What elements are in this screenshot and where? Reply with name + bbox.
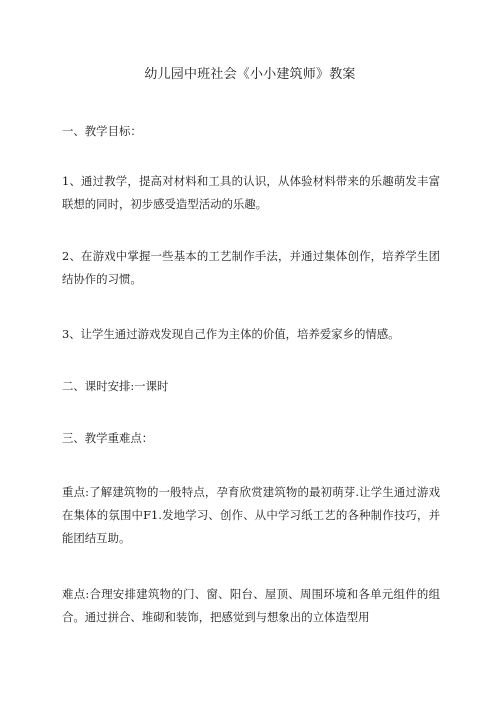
objective-item-3: 3、让学生通过游戏发现自己作为主体的价值，培养爱家乡的情感。 — [62, 327, 400, 341]
document-title: 幼儿园中班社会《小小建筑师》教案 — [144, 67, 356, 82]
difficulty-paragraph: 难点:合理安排建筑物的门、窗、阳台、屋顶、周围环境和各单元组件的组合。通过拼合、堆砌和装饰，把感觉到与想象出的立体造型用 — [62, 587, 440, 624]
objective-item-1: 1、通过教学，提高对材料和工具的认识，从体验材料带来的乐趣萌发丰富联想的同时，初步感受造型活动的乐趣。 — [62, 174, 440, 211]
objective-item-2: 2、在游戏中掌握一些基本的工艺制作手法，并通过集体创作，培养学生团结协作的习惯。 — [62, 249, 440, 286]
objectives-heading: 一、教学目标： — [62, 124, 142, 138]
schedule-heading: 二、课时安排:一课时 — [62, 379, 169, 393]
keypoint-paragraph: 重点:了解建筑物的一般特点，孕育欣赏建筑物的最初萌芽.让学生通过游戏在集体的氛围中F1.发地学习、创作、从中学习纸工艺的各种制作技巧，并能团结互助。 — [62, 485, 440, 545]
keypoints-heading: 三、教学重难点： — [62, 431, 154, 445]
